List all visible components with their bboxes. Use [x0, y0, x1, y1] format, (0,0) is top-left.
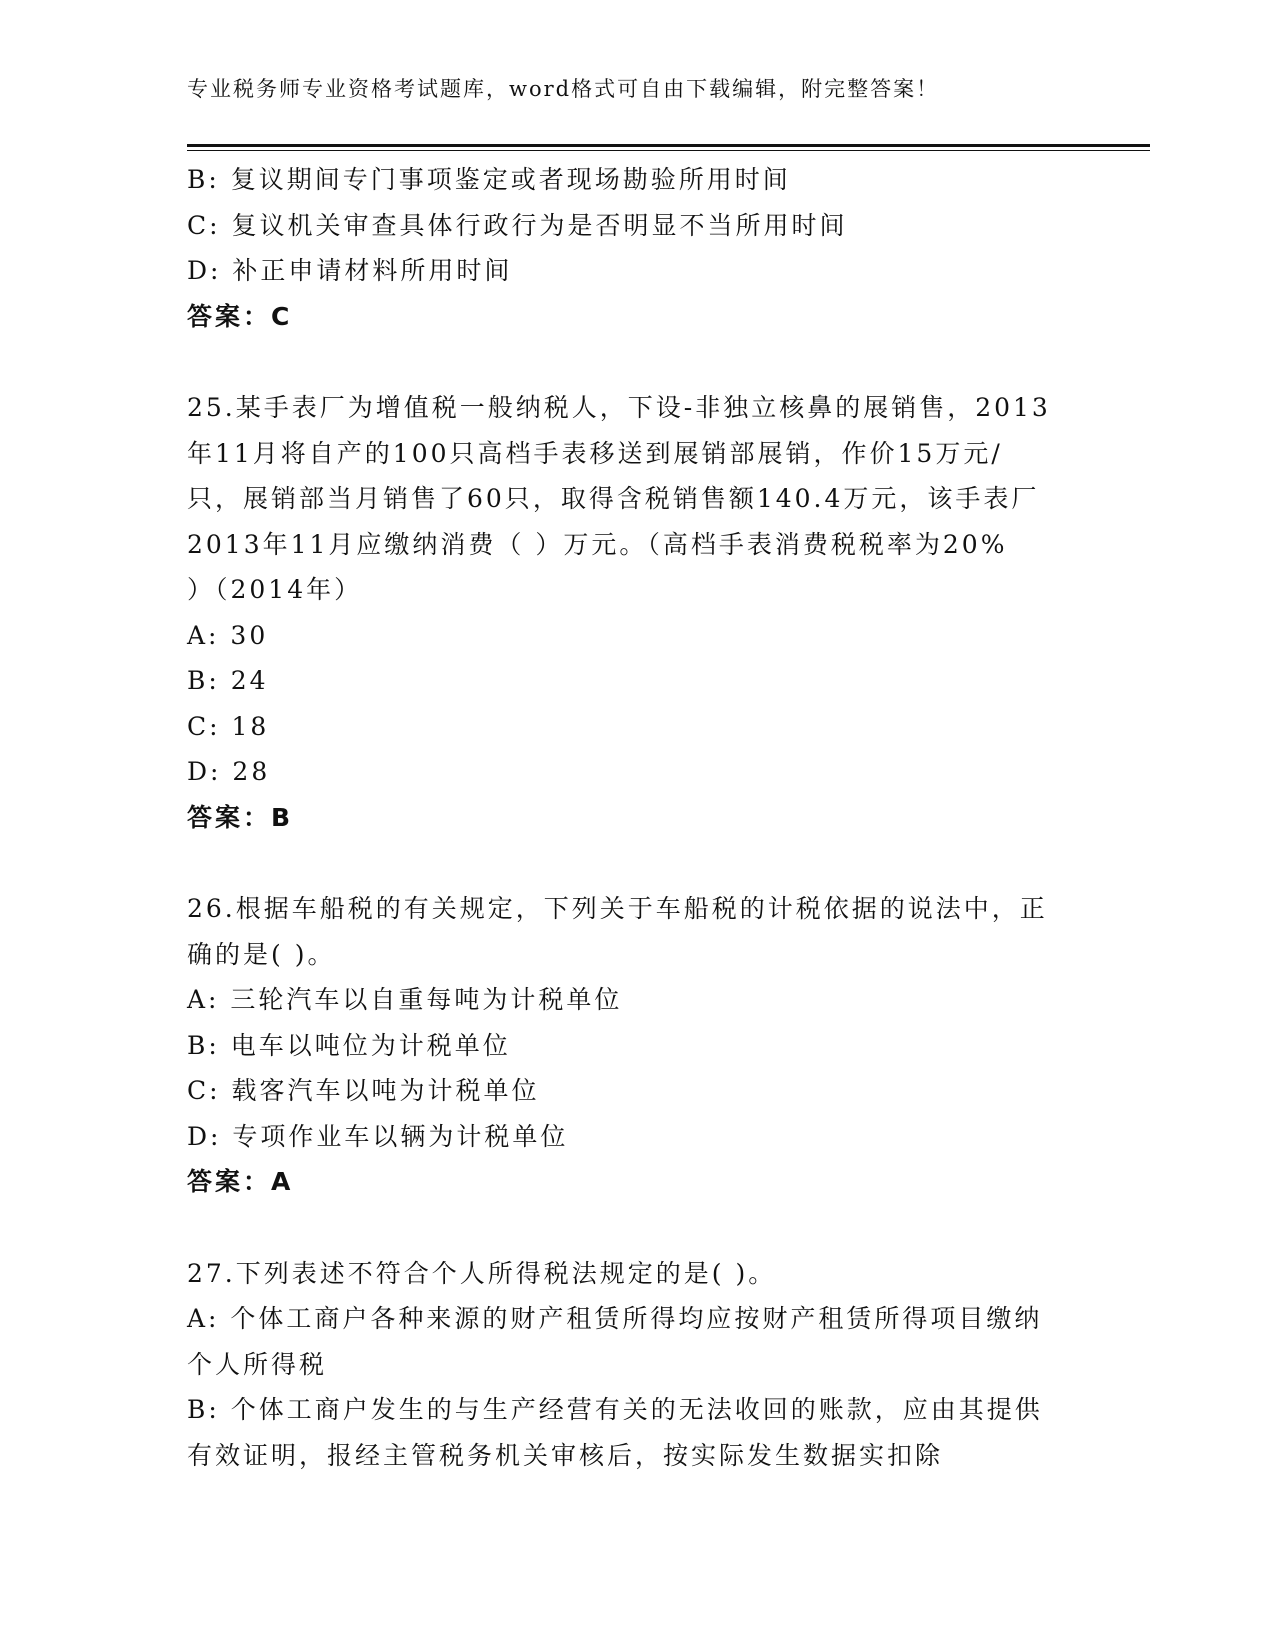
q24-option-c: C: 复议机关审查具体行政行为是否明显不当所用时间: [187, 210, 848, 240]
question-content: [187, 157, 1067, 1478]
q27-option-a-line: A: 个体工商户各种来源的财产租赁所得均应按财产租赁所得项目缴纳: [187, 1304, 1043, 1333]
question-24-tail: [187, 157, 1067, 339]
q25-stem-line: 年11月将自产的100只高档手表移送到展销部展销，作价15万元/: [187, 438, 1003, 468]
q25-option-d: D: 28: [187, 757, 271, 786]
q27-option-a-line: 个人所得税: [187, 1349, 328, 1379]
question-27: [187, 1251, 1067, 1479]
spacer: [187, 1205, 1067, 1251]
q25-option-c: C: 18: [187, 711, 270, 741]
q26-stem-line: 确的是( )。: [187, 939, 336, 969]
q24-answer: 答案：C: [187, 301, 293, 331]
q25-option-b: B: 24: [187, 666, 269, 695]
q27-option-b-line: 有效证明，报经主管税务机关审核后，按实际发生数据实扣除: [187, 1440, 944, 1470]
q26-option-d: D: 专项作业车以辆为计税单位: [187, 1121, 569, 1151]
q25-answer: 答案：B: [187, 802, 294, 832]
q24-option-d: D: 补正申请材料所用时间: [187, 256, 513, 285]
q25-stem-line: ）（2014年）: [187, 575, 363, 604]
q26-stem-line: 26.根据车船税的有关规定，下列关于车船税的计税依据的说法中，正: [187, 894, 1048, 923]
q27-option-b-line: B: 个体工商户发生的与生产经营有关的无法收回的账款，应由其提供: [187, 1395, 1043, 1424]
q25-stem-line: 2013年11月应缴纳消费（ ）万元。（高档手表消费税税率为20%: [187, 529, 1008, 559]
q24-option-b: B: 复议期间专门事项鉴定或者现场勘验所用时间: [187, 165, 791, 194]
header-divider-thick: [187, 144, 1150, 147]
q26-answer: 答案：A: [187, 1167, 294, 1196]
q25-option-a: A: 30: [187, 620, 269, 650]
header-divider-thin: [187, 150, 1150, 151]
question-25: [187, 385, 1067, 840]
q26-option-b: B: 电车以吨位为计税单位: [187, 1030, 511, 1060]
spacer: [187, 840, 1067, 886]
q25-stem-line: 只，展销部当月销售了60只，取得含税销售额140.4万元，该手表厂: [187, 484, 1040, 513]
q26-option-c: C: 载客汽车以吨为计税单位: [187, 1076, 540, 1105]
question-26: [187, 886, 1067, 1205]
spacer: [187, 339, 1067, 385]
q26-option-a: A: 三轮汽车以自重每吨为计税单位: [187, 985, 623, 1014]
q27-stem-line: 27.下列表述不符合个人所得税法规定的是( )。: [187, 1258, 777, 1288]
q25-stem-line: 25.某手表厂为增值税一般纳税人，下设-非独立核鼻的展销售，2013: [187, 393, 1051, 422]
page-header: 专业税务师专业资格考试题库，word格式可自由下载编辑，附完整答案！: [187, 77, 940, 101]
